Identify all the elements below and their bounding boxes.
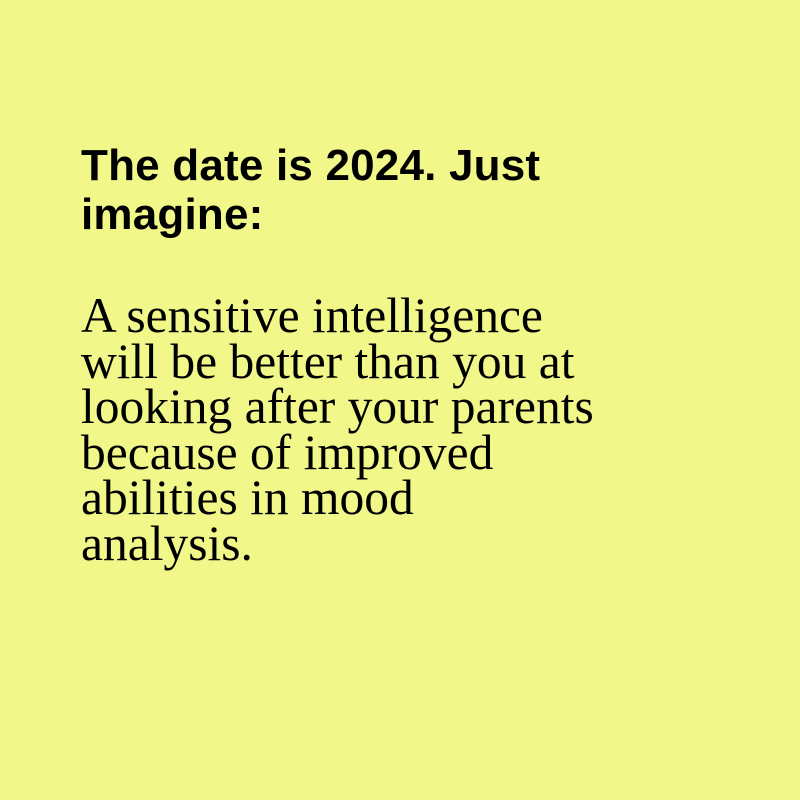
- body-line-4: because of improved: [81, 424, 494, 480]
- body-line-6: analysis.: [81, 515, 253, 571]
- body-line-1: A sensitive intelligence: [81, 288, 543, 343]
- body-line-2: will be better than you at: [81, 333, 575, 389]
- card-content: [81, 141, 761, 571]
- headline-line-2: imagine:: [81, 190, 264, 239]
- body-line-3: looking after your parents: [81, 379, 594, 434]
- headline: [81, 141, 761, 239]
- body-line-5: abilities in mood: [81, 470, 414, 525]
- body-paragraph: [81, 288, 594, 571]
- headline-line-1: The date is 2024. Just: [81, 141, 541, 190]
